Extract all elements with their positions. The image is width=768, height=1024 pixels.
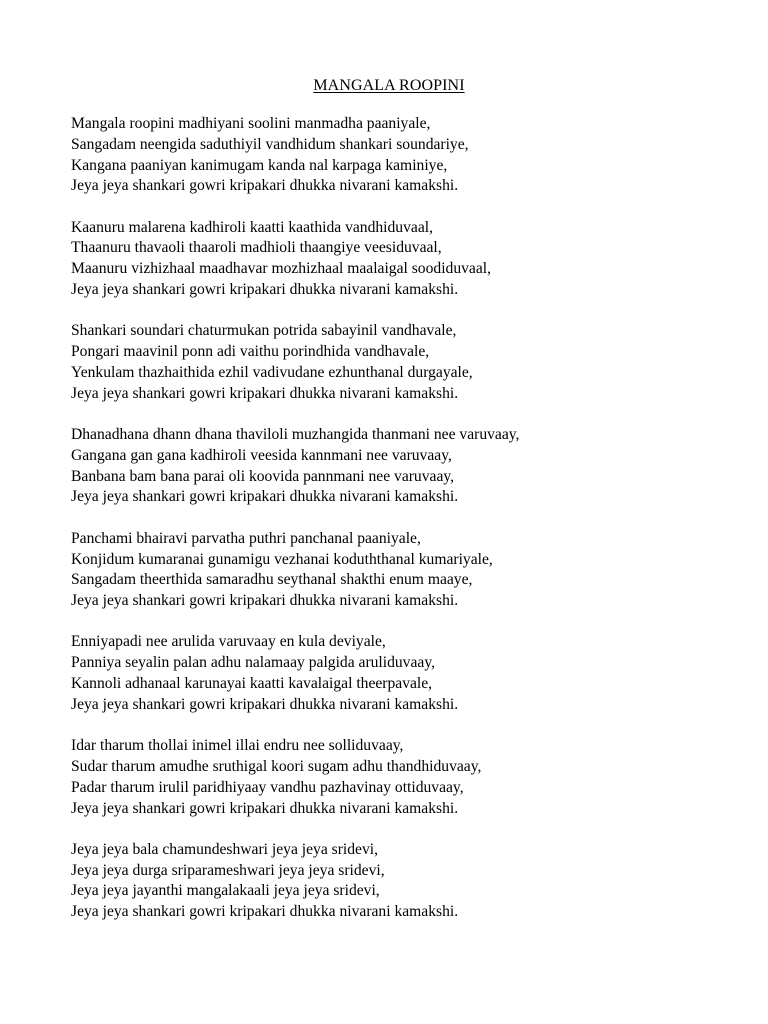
stanza-line: Sangadam neengida saduthiyil vandhidum shankari soundariye, (71, 135, 469, 153)
stanza-line: Thaanuru thavaoli thaaroli madhioli thaangiye veesiduvaal, (71, 239, 442, 257)
stanza-line: Kaanuru malarena kadhiroli kaatti kaathida vandhiduvaal, (71, 218, 433, 236)
stanza-line: Maanuru vizhizhaal maadhavar mozhizhaal maalaigal soodiduvaal, (71, 260, 491, 278)
stanza-line: Jeya jeya shankari gowri kripakari dhukka nivarani kamakshi. (71, 488, 459, 506)
stanza-line: Jeya jeya shankari gowri kripakari dhukka nivarani kamakshi. (71, 592, 459, 610)
stanza-line: Shankari soundari chaturmukan potrida sabayinil vandhavale, (71, 322, 457, 340)
lyrics-body (71, 114, 731, 944)
stanza-line: Panchami bhairavi parvatha puthri panchanal paaniyale, (71, 529, 421, 547)
stanza-4 (71, 425, 731, 508)
stanza-line: Gangana gan gana kadhiroli veesida kannmani nee varuvaay, (71, 446, 452, 464)
stanza-line: Jeya jeya shankari gowri kripakari dhukka nivarani kamakshi. (71, 281, 459, 299)
stanza-line: Panniya seyalin palan adhu nalamaay palgida aruliduvaay, (71, 654, 436, 672)
page-title-text: MANGALA ROOPINI (313, 77, 465, 94)
stanza-8 (71, 840, 731, 923)
stanza-line: Kangana paaniyan kanimugam kanda nal karpaga kaminiye, (71, 156, 448, 174)
stanza-line: Sangadam theerthida samaradhu seythanal shakthi enum maaye, (71, 571, 473, 589)
stanza-line: Jeya jeya shankari gowri kripakari dhukka nivarani kamakshi. (71, 903, 459, 921)
stanza-line: Yenkulam thazhaithida ezhil vadivudane ezhunthanal durgayale, (71, 363, 473, 381)
stanza-line: Jeya jeya shankari gowri kripakari dhukka nivarani kamakshi. (71, 695, 459, 713)
stanza-7 (71, 736, 731, 819)
stanza-2 (71, 218, 731, 301)
stanza-1 (71, 114, 731, 197)
stanza-line: Jeya jeya durga sriparameshwari jeya jeya sridevi, (71, 861, 385, 879)
stanza-5 (71, 529, 731, 612)
stanza-6 (71, 632, 731, 715)
stanza-line: Mangala roopini madhiyani soolini manmadha paaniyale, (71, 115, 431, 132)
stanza-line: Jeya jeya shankari gowri kripakari dhukka nivarani kamakshi. (71, 177, 459, 195)
stanza-line: Padar tharum irulil paridhiyaay vandhu pazhavinay ottiduvaay, (71, 778, 464, 796)
stanza-3 (71, 321, 731, 404)
stanza-line: Dhanadhana dhann dhana thaviloli muzhangida thanmani nee varuvaay, (71, 426, 520, 444)
stanza-line: Enniyapadi nee arulida varuvaay en kula deviyale, (71, 633, 386, 651)
stanza-line: Jeya jeya shankari gowri kripakari dhukka nivarani kamakshi. (71, 384, 459, 402)
stanza-line: Sudar tharum amudhe sruthigal koori sugam adhu thandhiduvaay, (71, 757, 482, 775)
stanza-line: Banbana bam bana parai oli koovida pannmani nee varuvaay, (71, 467, 455, 485)
stanza-line: Jeya jeya bala chamundeshwari jeya jeya sridevi, (71, 840, 378, 858)
stanza-line: Pongari maavinil ponn adi vaithu porindhida vandhavale, (71, 343, 430, 361)
stanza-line: Jeya jeya shankari gowri kripakari dhukka nivarani kamakshi. (71, 799, 459, 817)
stanza-line: Konjidum kumaranai gunamigu vezhanai koduththanal kumariyale, (71, 550, 493, 568)
stanza-line: Kannoli adhanaal karunayai kaatti kavalaigal theerpavale, (71, 675, 433, 693)
stanza-line: Idar tharum thollai inimel illai endru nee solliduvaay, (71, 737, 404, 755)
page-title (0, 76, 768, 96)
stanza-line: Jeya jeya jayanthi mangalakaali jeya jeya sridevi, (71, 882, 380, 900)
